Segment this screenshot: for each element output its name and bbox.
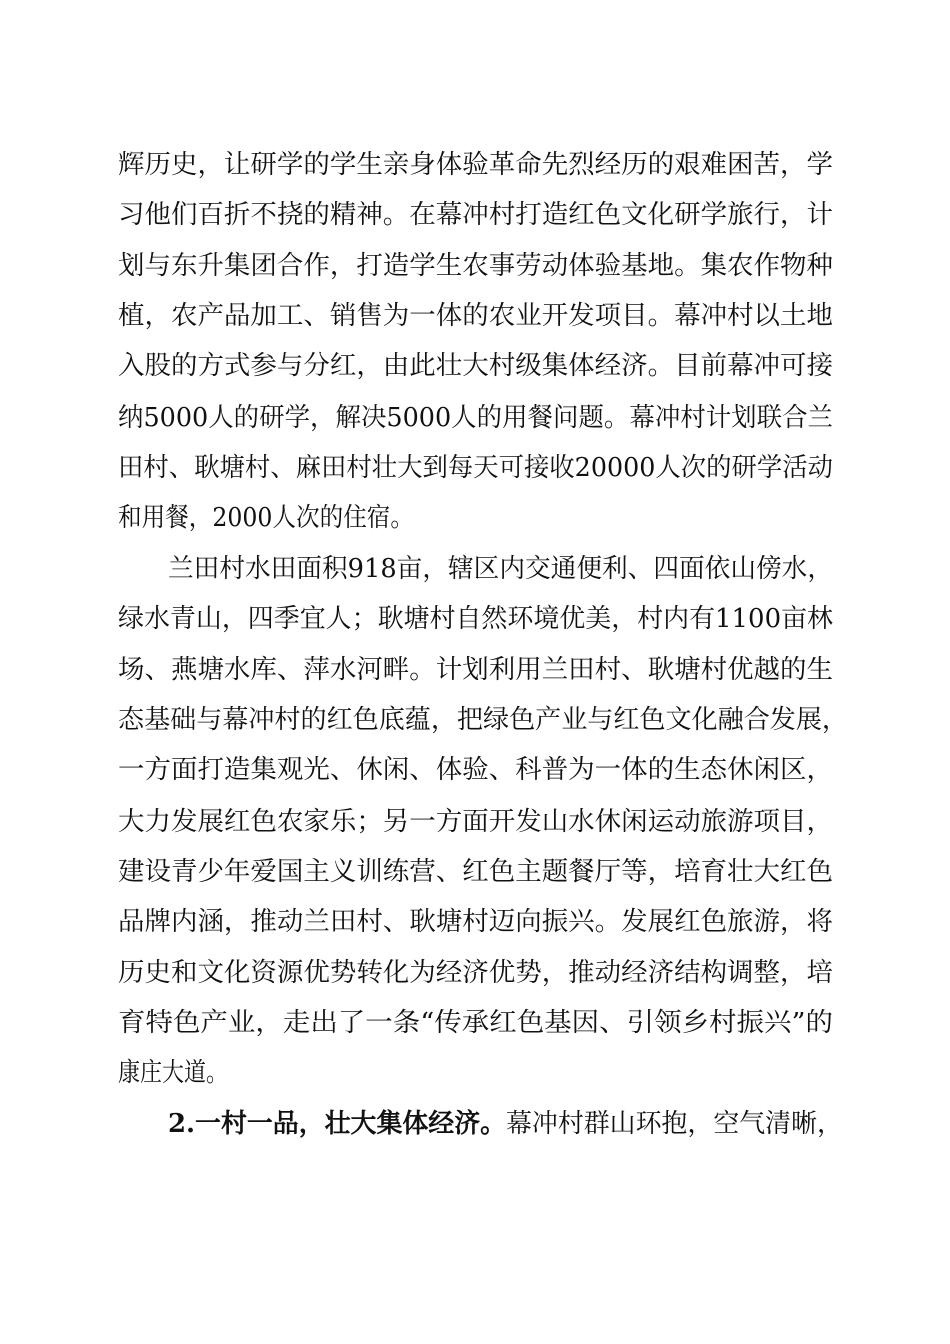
text-line: [0, 902, 950, 942]
text-line: [0, 852, 950, 892]
text-segment: 一方面打造集观光、休闲、体验、科普为一体的生态休闲区，: [118, 755, 833, 785]
text-line: [0, 650, 950, 690]
text-segment: 田村、耿塘村、麻田村壮大到每天可接收20000人次的研学活动: [118, 453, 833, 483]
text-line: [0, 549, 950, 589]
text-segment: 品牌内涵，推动兰田村、耿塘村迈向振兴。发展红色旅游，将: [118, 907, 833, 937]
text-segment: 辉历史，让研学的学生亲身体验革命先烈经历的艰难困苦，学: [118, 150, 833, 180]
text-line: [0, 953, 950, 993]
text-line: [0, 195, 950, 235]
text-segment: 入股的方式参与分红，由此壮大村级集体经济。目前幕冲可接: [118, 351, 833, 381]
text-segment: 育特色产业，走出了一条“传承红色基因、引领乡村振兴”的: [118, 1008, 833, 1038]
text-segment: 绿水青山，四季宜人；耿塘村自然环境优美，村内有1100亩林: [118, 604, 833, 634]
text-line: [0, 1053, 950, 1093]
text-segment: 大力发展红色农家乐；另一方面开发山水休闲运动旅游项目，: [118, 807, 833, 837]
text-segment: 态基础与幕冲村的红色底蕴，把绿色产业与红色文化融合发展，: [118, 705, 848, 735]
text-segment: 纳5000人的研学，解决5000人的用餐问题。幕冲村计划联合兰: [118, 403, 833, 433]
text-line: [0, 346, 950, 386]
text-segment: 兰田村水田面积918亩，辖区内交通便利、四面依山傍水，: [168, 554, 833, 584]
text-segment: 植，农产品加工、销售为一体的农业开发项目。幕冲村以土地: [118, 301, 833, 331]
text-segment: 幕冲村群山环抱，空气清晰，: [506, 1109, 843, 1139]
text-line: [0, 599, 950, 639]
section-heading-line: [0, 1104, 950, 1144]
text-line: [0, 700, 950, 740]
text-line: [0, 296, 950, 336]
text-line: [0, 1003, 950, 1043]
text-segment: 场、燕塘水库、萍水河畔。计划利用兰田村、耿塘村优越的生: [118, 655, 833, 685]
text-line: [0, 246, 950, 286]
text-segment: 历史和文化资源优势转化为经济优势，推动经济结构调整，培: [118, 958, 833, 988]
text-segment: 康庄大道。: [118, 1058, 228, 1088]
text-line: [0, 498, 950, 538]
text-line: [0, 145, 950, 185]
section-heading: 2.一村一品，壮大集体经济。: [168, 1109, 507, 1139]
text-segment: 和用餐，2000人次的住宿。: [118, 503, 414, 533]
text-line: [0, 398, 950, 438]
text-segment: 划与东升集团合作，打造学生农事劳动体验基地。集农作物种: [118, 251, 833, 281]
text-segment: 建设青少年爱国主义训练营、红色主题餐厅等，培育壮大红色: [118, 857, 833, 887]
text-line: [0, 802, 950, 842]
text-line: [0, 750, 950, 790]
text-line: [0, 448, 950, 488]
text-segment: 习他们百折不挠的精神。在幕冲村打造红色文化研学旅行，计: [118, 200, 833, 230]
